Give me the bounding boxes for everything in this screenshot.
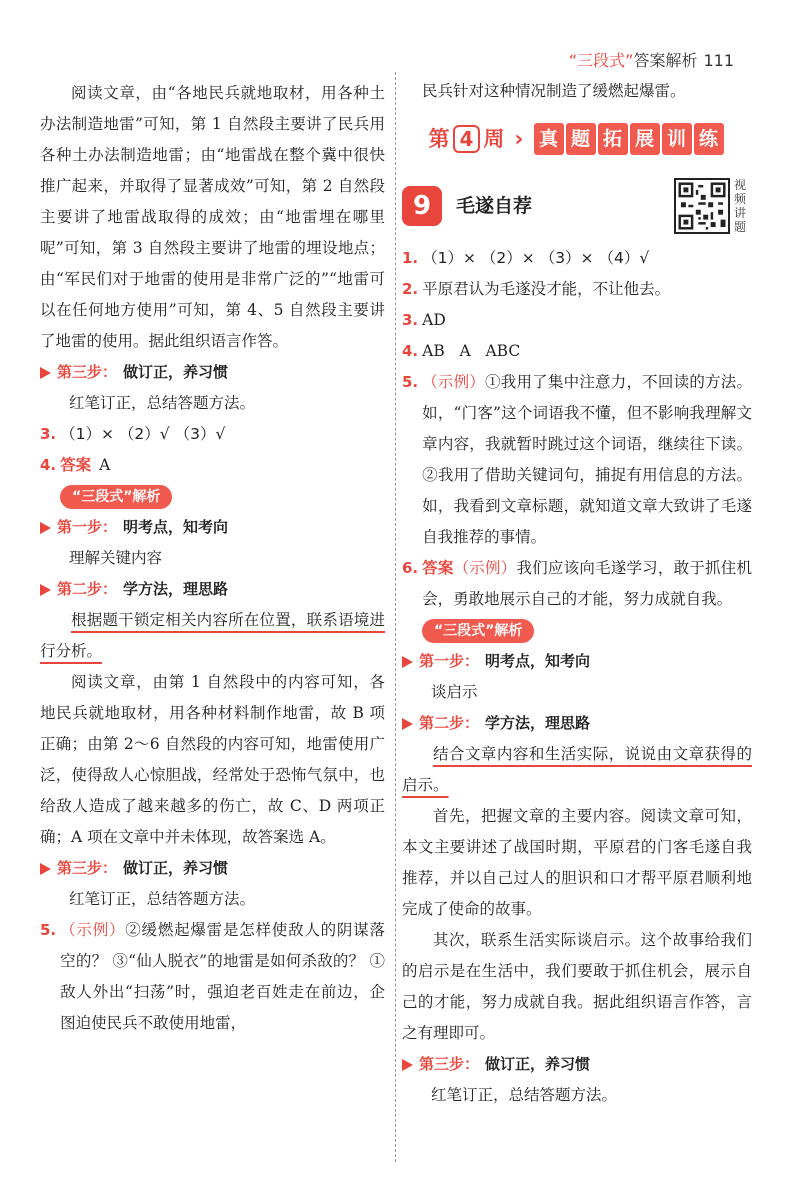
arrow-icon xyxy=(402,656,413,668)
answer-5 xyxy=(40,915,385,1039)
page-number: 111 xyxy=(703,51,734,70)
banner-tile: 训 xyxy=(662,123,692,155)
answer-text: （1）× （2）√ （3）√ xyxy=(60,425,226,443)
step-label: 第一步： xyxy=(419,652,480,670)
analysis-paragraph: 阅读文章，由“各地民兵就地取材，用各种土办法制造地雷”可知，第 1 自然段主要讲了民兵用各种土办法制造地雷；由“地雷战在整个冀中很快推广起来，并取得了显著成效”可知，第 2 自然段主要讲了地雷战取得的成效；由“地雷埋在哪里呢”可知，第 3 自然段主要讲了地雷的埋设地点；由“军民们对于地雷的使用是非常广泛的”“地雷可以在任何地方使用”可知，第 4、5 自然段主要讲了地雷的使用。据此组织语言作答。 xyxy=(40,84,385,350)
step-label: 第三步： xyxy=(419,1055,480,1073)
answer-5 xyxy=(402,367,752,553)
arrow-icon xyxy=(40,584,51,596)
chevron-right-icon: › xyxy=(514,126,524,152)
step-text: 学方法，理思路 xyxy=(123,580,229,598)
step-label: 第三步： xyxy=(57,363,118,381)
answer-label: 答案 xyxy=(60,456,92,474)
week-banner xyxy=(402,119,752,159)
step-three xyxy=(40,853,385,884)
analysis-pill-row xyxy=(402,615,752,646)
step-body: 结合文章内容和生活实际，说说由文章获得的启示。 xyxy=(402,745,752,794)
step-label: 第一步： xyxy=(57,518,118,536)
answer-content: 我们应该向毛遂学习，敢于抓住机会，勇敢地展示自己的才能，努力成就自我。 xyxy=(422,559,752,608)
column-divider xyxy=(395,72,396,1162)
answer-label: 答案 xyxy=(422,559,454,577)
week-prefix: 第 xyxy=(428,126,450,151)
question-number: 4. xyxy=(40,456,57,474)
answer-3 xyxy=(402,305,752,336)
example-label: （示例） xyxy=(422,373,486,391)
step-text: 学方法，理思路 xyxy=(485,714,591,732)
step-text: 做订正，养习惯 xyxy=(123,859,229,877)
continued-text: 民兵针对这种情况制造了缓燃起爆雷。 xyxy=(422,82,686,100)
question-number: 1. xyxy=(402,249,419,267)
step-one xyxy=(402,646,752,677)
answer-4 xyxy=(40,450,385,481)
step-label: 第三步： xyxy=(57,859,118,877)
step-three xyxy=(40,357,385,388)
qr-code-icon[interactable] xyxy=(674,178,730,234)
answer-1 xyxy=(402,243,752,274)
analysis-paragraph: 阅读文章，由第 1 自然段中的内容可知，各地民兵就地取材，用各种材料制作地雷，故 B 项正确；由第 2～6 自然段的内容可知，地雷使用广泛，使得敌人心惊胆战，经常处于恐怖气氛中，也给敌人造成了越来越多的伤亡，故 C、D 两项正确；A 项在文章中并未体现，故答案选 A。 xyxy=(40,673,385,846)
step-label: 第二步： xyxy=(57,580,118,598)
banner-tile: 真 xyxy=(534,123,564,155)
question-number: 3. xyxy=(402,311,419,329)
header-brand: “三段式” xyxy=(568,51,634,70)
step-body: 红笔订正，总结答题方法。 xyxy=(431,1086,618,1104)
question-number: 5. xyxy=(402,373,419,391)
answer-content: ①我用了集中注意力，不回读的方法。如，“门客”这个词语我不懂，但不影响我理解文章内容，我就暂时跳过这个词语，继续往下读。②我用了借助关键词句，捕捉有用信息的方法。如，我看到文章标题，就知道文章大致讲了毛遂自我推荐的事情。 xyxy=(422,373,752,546)
page-header xyxy=(569,48,734,71)
answer-text: A xyxy=(99,456,111,474)
step-text: 做订正，养习惯 xyxy=(123,363,229,381)
answer-content: ②缓燃起爆雷是怎样使敌人的阴谋落空的？ ③“仙人脱衣”的地雷是如何杀敌的？ ① 敌人外出“扫荡”时，强迫老百姓走在前边，企图迫使民兵不敢使用地雷， xyxy=(60,921,385,1032)
example-label: （示例） xyxy=(453,559,517,577)
step-text: 做订正，养习惯 xyxy=(485,1055,591,1073)
banner-tile: 拓 xyxy=(598,123,628,155)
lesson-title: 毛遂自荐 xyxy=(456,194,533,217)
example-label: （示例） xyxy=(60,921,126,939)
analysis-pill: “三段式”解析 xyxy=(422,619,534,643)
answer-4 xyxy=(402,336,752,367)
question-number: 5. xyxy=(40,921,57,939)
step-one xyxy=(40,512,385,543)
answer-text: （1）× （2）× （3）× （4）√ xyxy=(422,249,650,267)
step-body: 理解关键内容 xyxy=(69,549,163,567)
answer-text: AD xyxy=(422,311,446,329)
qr-label: 视频讲题 xyxy=(734,178,747,234)
arrow-icon xyxy=(402,1059,413,1071)
question-number: 4. xyxy=(402,342,419,360)
answer-2 xyxy=(402,274,752,305)
question-number: 3. xyxy=(40,425,57,443)
lesson-number: 9 xyxy=(402,186,442,226)
week-label xyxy=(429,124,505,155)
step-body: 谈启示 xyxy=(431,683,478,701)
analysis-pill-row xyxy=(40,481,385,512)
question-number: 2. xyxy=(402,280,419,298)
step-three xyxy=(402,1049,752,1080)
step-two xyxy=(40,574,385,605)
right-column xyxy=(402,76,752,1111)
arrow-icon xyxy=(40,863,51,875)
step-text: 明考点，知考向 xyxy=(123,518,229,536)
step-body: 根据题干锁定相关内容所在位置，联系语境进行分析。 xyxy=(40,611,385,660)
answer-text xyxy=(422,553,752,615)
header-title: 答案解析 xyxy=(633,51,698,70)
qr-code-graphic xyxy=(676,180,728,232)
analysis-pill: “三段式”解析 xyxy=(60,485,172,509)
left-column xyxy=(40,78,385,1039)
step-two xyxy=(402,708,752,739)
lesson-header xyxy=(402,175,752,237)
banner-tile: 展 xyxy=(630,123,660,155)
step-text: 明考点，知考向 xyxy=(485,652,591,670)
banner-tile: 练 xyxy=(694,123,724,155)
answer-text: AB A ABC xyxy=(422,342,521,360)
answer-6 xyxy=(402,553,752,615)
answer-text xyxy=(422,367,752,553)
answer-text: 平原君认为毛遂没才能，不让他去。 xyxy=(422,280,671,298)
banner-tile: 题 xyxy=(566,123,596,155)
question-number: 6. xyxy=(402,559,419,577)
answer-3 xyxy=(40,419,385,450)
analysis-paragraph: 其次，联系生活实际谈启示。这个故事给我们的启示是在生活中，我们要敢于抓住机会，展示自己的才能，努力成就自我。据此组织语言作答，言之有理即可。 xyxy=(402,931,752,1042)
answer-text xyxy=(60,915,385,1039)
step-label: 第二步： xyxy=(419,714,480,732)
banner-tiles xyxy=(534,123,726,156)
step-body: 红笔订正，总结答题方法。 xyxy=(69,890,256,908)
analysis-paragraph: 首先，把握文章的主要内容。阅读文章可知，本文主要讲述了战国时期，平原君的门客毛遂自我推荐，并以自己过人的胆识和口才帮平原君顺利地完成了使命的故事。 xyxy=(402,807,752,918)
arrow-icon xyxy=(40,522,51,534)
arrow-icon xyxy=(40,367,51,379)
week-suffix: 周 xyxy=(483,126,505,151)
step-body: 红笔订正，总结答题方法。 xyxy=(69,394,256,412)
arrow-icon xyxy=(402,718,413,730)
week-number: 4 xyxy=(453,125,481,153)
